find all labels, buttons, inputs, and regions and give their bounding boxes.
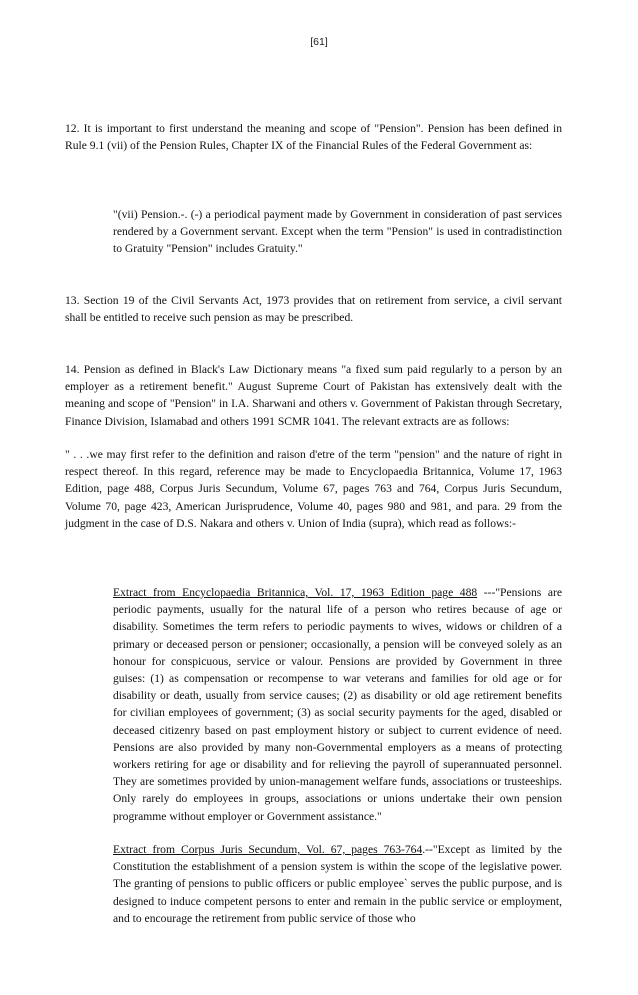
extract-title-corpus-juris: Extract from Corpus Juris Secundum, Vol. 67, pages 763-764 <box>113 843 423 856</box>
quote-pension-rule: "(vii) Pension.-. (-) a periodical payment made by Government in consideration of past services rendered by a Government servant. Except when the term "Pension" is used in contradistinction to Gratuity "Pension" includes Gratuity." <box>113 208 562 256</box>
page-number: [61] <box>310 36 328 48</box>
extract-encyclopaedia-britannica <box>113 584 562 825</box>
quote-supreme-court-intro: " . . .we may first refer to the definition and raison d'etre of the term "pension" and the nature of right in respect thereof. In this regard, reference may be made to Encyclopaedia Britannica, Volume 17, 1963 Edition, page 488, Corpus Juris Secundum, Volume 67, pages 763 and 764, Corpus Juris Secundum, Volume 70, page 423, American Jurisprudence, Volume 40, pages 980 and 981, and para. 29 from the judgment in the case of D.S. Nakara and others v. Union of India (supra), which read as follows:- <box>65 448 562 530</box>
extract-title-britannica: Extract from Encyclopaedia Britannica, Vol. 17, 1963 Edition page 488 <box>113 586 478 599</box>
extract-body-corpus-juris: .--"Except as limited by the Constitution the establishment of a pension system is within the scope of the legislative power. The granting of pensions to public officers or public employee` serves the public purpose, and is designed to induce competent persons to enter and remain in the public service or employment, and to encourage the retirement from public service of those who <box>113 843 562 925</box>
extract-corpus-juris-secundum <box>113 841 562 927</box>
extract-body-britannica: ---"Pensions are periodic payments, usually for the natural life of a person who retires because of age or disability. Sometimes the term refers to periodic payments to wives, widows or children of a primary or deceased person or pensioner; occasionally, a pension will be conveyed solely as an honour for conspicuous, service or valour. Pensions are provided by Government in three guises: (1) as compensation or recompense to war veterans and families for old age or for disability or death, usually from service causes; (2) as disability or old age retirement benefits for civilian employees of government; (3) as social security payments for the aged, disabled or deceased citizenry based on past employment history or subject to current evidence of need. Pensions are also provided by many non-Governmental employers as a means of protecting workers retiring for age or disability and for relieving the payroll of superannuated personnel. They are sometimes provided by union-management welfare funds, associations or trusteeships. Only rarely do employees in groups, associations or unions undertake their own pension programme without employer or Government assistance." <box>113 586 562 823</box>
paragraph-13: 13. Section 19 of the Civil Servants Act, 1973 provides that on retirement from service, a civil servant shall be entitled to receive such pension as may be prescribed. <box>65 294 562 325</box>
paragraph-14: 14. Pension as defined in Black's Law Dictionary means "a fixed sum paid regularly to a person by an employer as a retirement benefit." August Supreme Court of Pakistan has extensively dealt with the meaning and scope of "Pension" in I.A. Sharwani and others v. Government of Pakistan through Secretary, Finance Division, Islamabad and others 1991 SCMR 1041. The relevant extracts are as follows: <box>65 363 562 428</box>
paragraph-12: 12. It is important to first understand the meaning and scope of "Pension". Pension has been defined in Rule 9.1 (vii) of the Pension Rules, Chapter IX of the Financial Rules of the Federal Government as: <box>65 122 562 153</box>
